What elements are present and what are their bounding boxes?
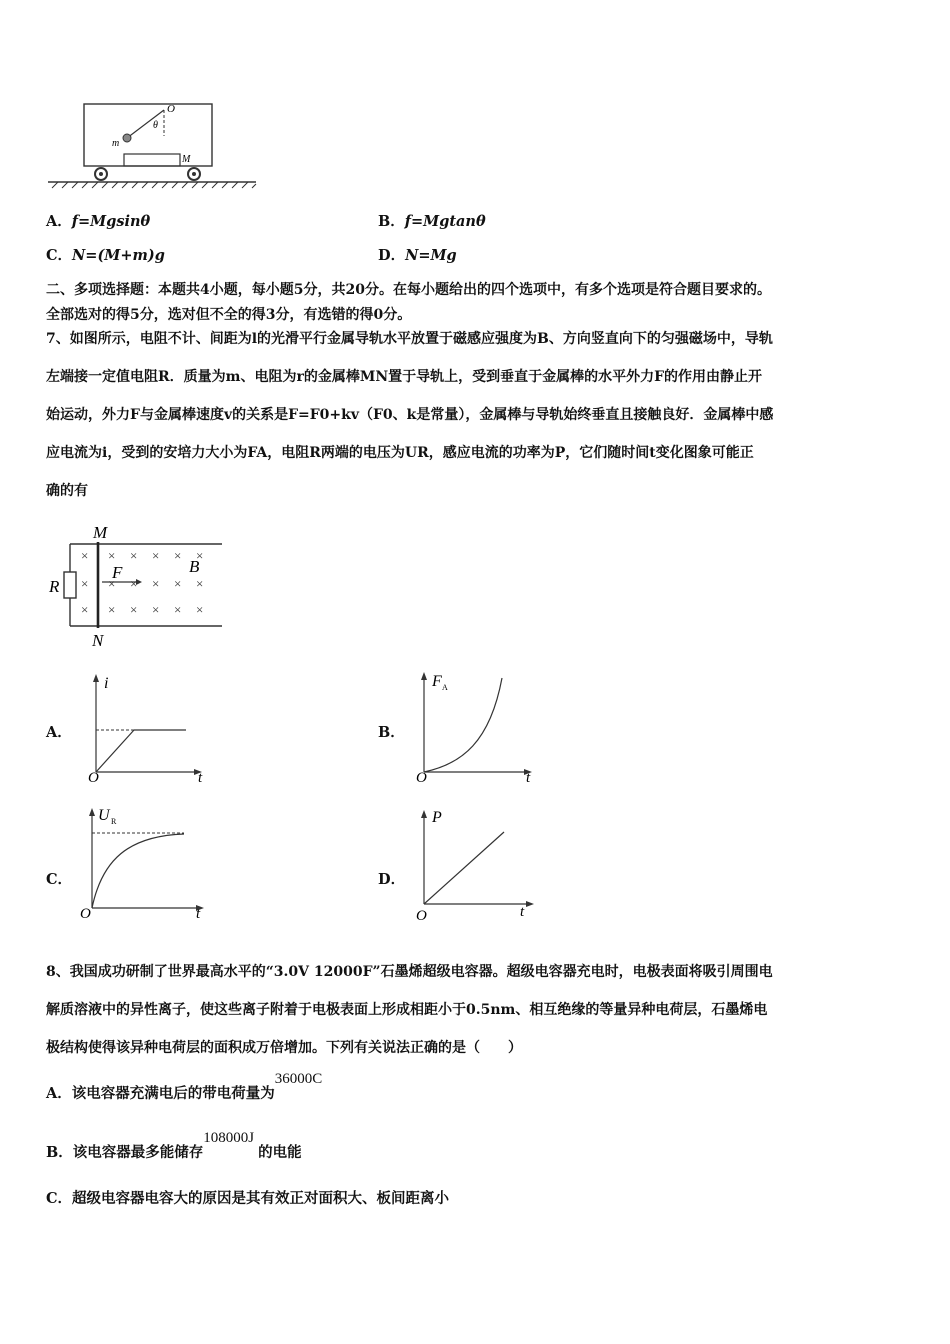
option-text: N=(M+m)g: [72, 247, 165, 264]
curve-exp: [424, 678, 502, 772]
option-text: 该电容器充满电后的带电荷量为: [71, 1085, 275, 1102]
pendulum-bob: [123, 134, 131, 142]
resistor-R: [64, 572, 76, 598]
section2-line1: 二、多项选择题：本题共4小题，每小题5分，共20分。在每小题给出的四个选项中，有多个选项是符合题目要求的。: [46, 282, 771, 298]
q7-rail-figure: [46, 520, 228, 650]
field-cross: ×: [130, 576, 138, 591]
y-sub: R: [111, 817, 117, 826]
y-label: P: [432, 809, 442, 826]
field-cross: ×: [130, 548, 138, 563]
option-letter: A．: [46, 213, 72, 230]
option-letter: B．: [378, 213, 405, 230]
field-cross: ×: [152, 576, 160, 591]
q6-option-a[interactable]: [46, 212, 150, 232]
q7-line: 7、如图所示，电阻不计、间距为l的光滑平行金属导轨水平放置于磁感应强度为B、方向竖直向下的匀强磁场中，导轨: [46, 331, 773, 347]
field-cross: ×: [108, 602, 116, 617]
option-text: N=Mg: [405, 247, 457, 264]
section2-line2: 全部选对的得5分，选对但不全的得3分，有选错的得0分。: [46, 307, 412, 323]
field-cross: ×: [108, 576, 116, 591]
option-after: 的电能: [258, 1144, 302, 1161]
option-text: 该电容器最多能储存: [72, 1144, 204, 1161]
axis-y-arrow: [421, 672, 427, 680]
x-label: t: [196, 906, 201, 922]
block-M: [124, 154, 180, 166]
label-m: m: [112, 138, 120, 149]
option-letter: C．: [46, 247, 73, 264]
x-label: t: [198, 770, 203, 786]
field-cross: ×: [196, 548, 204, 563]
option-letter: D．: [378, 247, 406, 264]
curve-rise: [96, 730, 134, 772]
y-sub: A: [442, 683, 448, 692]
field-cross: ×: [152, 548, 160, 563]
q7-graph-a: [84, 668, 208, 786]
axis-y-arrow: [93, 674, 99, 682]
label-M: M: [93, 523, 108, 542]
field-cross: ×: [81, 602, 89, 617]
option-value: 36000C: [274, 1071, 323, 1087]
wheel-left-hub: [99, 172, 103, 176]
q7-option-b-label[interactable]: B．: [378, 724, 405, 741]
q6-option-b[interactable]: [378, 212, 486, 232]
q7-stem: [46, 320, 912, 510]
label-F: F: [112, 563, 123, 582]
q7-option-a-label[interactable]: A．: [46, 724, 72, 741]
field-cross: ×: [152, 602, 160, 617]
axis-y-arrow: [89, 808, 95, 816]
origin-label: O: [416, 908, 427, 924]
q6-cart-figure: [44, 98, 260, 194]
option-value: 108000J: [203, 1130, 255, 1146]
curve-linear: [424, 832, 504, 904]
q7-line: 应电流为i，受到的安培力大小为FA，电阻R两端的电压为UR，感应电流的功率为P，它们随时间t变化图象可能正: [46, 445, 754, 461]
curve-saturating: [92, 834, 184, 908]
label-N: N: [92, 631, 104, 650]
q8-option-c[interactable]: [46, 1189, 449, 1209]
q7-line: 左端接一定值电阻R．质量为m、电阻为r的金属棒MN置于导轨上，受到垂直于金属棒的水平外力F的作用由静止开: [46, 369, 763, 385]
option-text: f=Mgsinθ: [71, 213, 151, 230]
y-label: i: [104, 675, 109, 692]
axis-y-arrow: [421, 810, 427, 818]
field-cross: ×: [174, 602, 182, 617]
q8-line: 极结构使得该异种电荷层的面积成万倍增加。下列有关说法正确的是（ ）: [46, 1040, 522, 1056]
wheel-right-hub: [192, 172, 196, 176]
y-label: F: [432, 673, 442, 690]
q6-option-d[interactable]: [378, 246, 457, 266]
field-cross: ×: [130, 602, 138, 617]
option-letter: C．: [46, 1190, 73, 1207]
q7-graph-c: [78, 800, 212, 924]
option-letter: B．: [46, 1144, 73, 1161]
origin-label: O: [88, 770, 99, 786]
field-cross: ×: [174, 548, 182, 563]
q7-option-c-label[interactable]: C．: [46, 871, 73, 888]
option-letter: A．: [46, 1085, 72, 1102]
pendulum-string: [127, 110, 164, 138]
origin-label: O: [80, 906, 91, 922]
field-crosses: [81, 548, 203, 617]
ground-hatch: [52, 182, 256, 188]
q7-option-d-label[interactable]: D．: [378, 871, 406, 888]
option-text: 超级电容器电容大的原因是其有效正对面积大、板间距离小: [72, 1190, 450, 1207]
cart-box: [84, 104, 212, 166]
q6-option-c[interactable]: [46, 246, 165, 266]
label-o: O: [167, 103, 175, 115]
x-label: t: [526, 770, 531, 786]
q8-stem: [46, 953, 912, 1067]
origin-label: O: [416, 770, 427, 786]
q8-option-a[interactable]: [46, 1070, 322, 1104]
label-M: M: [182, 154, 191, 165]
field-cross: ×: [81, 548, 89, 563]
option-text: f=Mgtanθ: [404, 213, 486, 230]
q8-option-b[interactable]: [46, 1129, 302, 1163]
y-label: U: [98, 807, 110, 824]
q7-line: 确的有: [46, 483, 88, 499]
label-theta: θ: [153, 120, 158, 131]
q8-line: 8、我国成功研制了世界最高水平的“3.0V 12000F”石墨烯超级电容器。超级电容器充电时，电极表面将吸引周围电: [46, 964, 773, 980]
axis-x-arrow: [526, 901, 534, 907]
field-cross: ×: [196, 602, 204, 617]
label-B: B: [189, 557, 200, 576]
q7-graph-b: [410, 664, 540, 786]
q7-line: 始运动，外力F与金属棒速度v的关系是F=F0+kv（F0、k是常量），金属棒与导轨始终垂直且接触良好．金属棒中感: [46, 407, 774, 423]
label-R: R: [49, 577, 60, 596]
field-cross: ×: [196, 576, 204, 591]
x-label: t: [520, 904, 525, 920]
field-cross: ×: [174, 576, 182, 591]
field-cross: ×: [81, 576, 89, 591]
field-cross: ×: [108, 548, 116, 563]
q8-line: 解质溶液中的异性离子，使这些离子附着于电极表面上形成相距小于0.5nm、相互绝缘的等量异种电荷层，石墨烯电: [46, 1002, 768, 1018]
q7-graph-d: [410, 802, 542, 926]
